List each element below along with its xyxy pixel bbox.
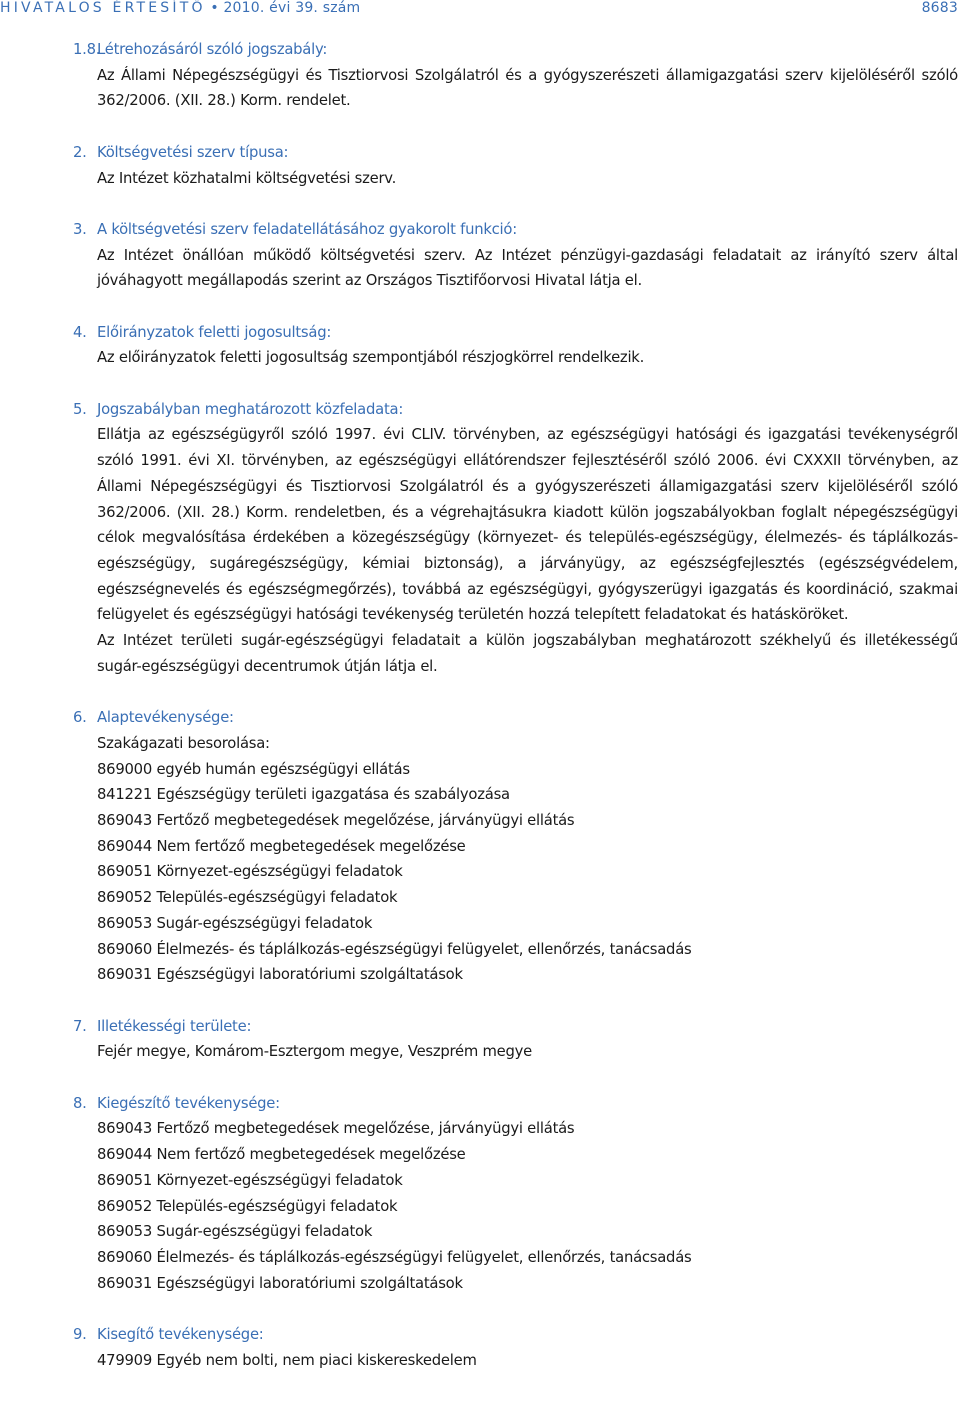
section-body: Fejér megye, Komárom-Esztergom megye, Veszprém megye [97,1043,533,1061]
section-number: 5. [73,400,87,418]
activity-line: 869031 Egészségügyi laboratóriumi szolgáltatások [97,1274,463,1292]
activity-line: 479909 Egyéb nem bolti, nem piaci kiskereskedelem [97,1351,477,1369]
section-body: Az Intézet önállóan működő költségvetési szerv. Az Intézet pénzügyi-gazdasági feladatait az irányító szerv által jóváhagyott megállapodás szerint az Országos Tisztifőorvosi Hivatal látja el. [97,246,958,290]
section-9 [73,1322,958,1373]
header-bullet: • [210,0,219,16]
activity-line: 869000 egyéb humán egészségügyi ellátás [97,760,410,778]
section-number: 3. [73,220,87,238]
section-2 [73,140,958,191]
activity-line: 869053 Sugár-egészségügyi feladatok [97,1223,373,1241]
page-header [0,0,960,18]
section-title: Kiegészítő tevékenysége: [97,1094,280,1112]
activity-line: 869031 Egészségügyi laboratóriumi szolgáltatások [97,966,463,984]
section-number: 4. [73,323,87,341]
section-title: Alaptevékenysége: [97,709,234,727]
header-left [0,0,360,16]
section-body: Az Állami Népegészségügyi és Tisztiorvosi Szolgálatról és a gyógyszerészeti államigazgatási szerv kijelöléséről szóló 362/2006. (XII. 28.) Korm. rendelet. [97,66,958,110]
section-body-continued: Az Intézet területi sugár-egészségügyi feladatait a külön jogszabályban meghatározott székhelyű és illetékességű sugár-egészségügyi decentrumok útján látja el. [97,632,958,675]
section-body: Az előirányzatok feletti jogosultság szempontjából részjogkörrel rendelkezik. [97,349,645,367]
section-5 [73,397,958,680]
section-3 [73,217,958,294]
section-1-8 [73,37,958,114]
section-7 [73,1014,958,1065]
activity-line: 869053 Sugár-egészségügyi feladatok [97,914,373,932]
section-number: 7. [73,1017,87,1035]
section-title: Előirányzatok feletti jogosultság: [97,323,332,341]
section-body: Ellátja az egészségügyről szóló 1997. évi CLIV. törvényben, az egészségügyi hatósági és igazgatási tevékenységről szóló 1991. évi XI. törvényben, az egészségügyi ellátórendszer fejlesztéséről szóló 2006. évi CXXXII törvényben, az Állami Népegészségügyi és Tisztiorvosi Szolgálatról és a gyógyszerészeti államigazgatási szerv kijelöléséről szóló 362/2006. (XII. 28.) Korm. rendeletben, és a végrehajtásukra kiadott külön jogszabályokban foglalt népegészségügyi célok megvalósítása érdekében a közegészségügy (környezet- és település-egészségügy, élelmezés- és táplálkozás-egészségügy, sugáregészségügy, kémiai biztonság), a járványügy, az egészségfejlesztés (egészségvédelem, egészségnevelés és egészségmegőrzés), továbbá az egészségügyi, gyógyszerügyi igazgatás és koordináció, szakmai felügyelet és egészségügyi hatósági tevékenység területén hozzá telepített feladatokat és hatásköröket. [97,426,958,624]
activity-line: 841221 Egészségügy területi igazgatása és szabályozása [97,786,510,804]
document-body [73,37,958,1399]
issue-info: 2010. évi 39. szám [223,0,361,16]
activity-line: 869052 Település-egészségügyi feladatok [97,889,398,907]
activity-line: 869060 Élelmezés- és táplálkozás-egészségügyi felügyelet, ellenőrzés, tanácsadás [97,940,692,958]
section-title: Költségvetési szerv típusa: [97,143,289,161]
section-title: A költségvetési szerv feladatellátásához gyakorolt funkció: [97,220,517,238]
activity-line: 869043 Fertőző megbetegedések megelőzése, járványügyi ellátás [97,812,575,830]
section-number: 1.8. [73,41,101,58]
section-4 [73,320,958,371]
page-number: 8683 [921,0,958,16]
section-title: Létrehozásáról szóló jogszabály: [97,41,328,58]
section-8 [73,1091,958,1297]
section-number: 2. [73,143,87,161]
activity-line: 869044 Nem fertőző megbetegedések megelőzése [97,1146,466,1164]
section-title: Illetékességi területe: [97,1017,252,1035]
section-title: Jogszabályban meghatározott közfeladata: [97,400,404,418]
activity-line: 869044 Nem fertőző megbetegedések megelőzése [97,837,466,855]
section-number: 9. [73,1326,87,1344]
activity-line: 869051 Környezet-egészségügyi feladatok [97,1171,403,1189]
section-subtitle: Szakágazati besorolása: [97,734,270,752]
journal-title: HIVATALOS ÉRTESÍTŐ [0,0,206,16]
activity-line: 869060 Élelmezés- és táplálkozás-egészségügyi felügyelet, ellenőrzés, tanácsadás [97,1248,692,1266]
section-6 [73,705,958,988]
activity-line: 869051 Környezet-egészségügyi feladatok [97,863,403,881]
section-title: Kisegítő tevékenysége: [97,1326,264,1344]
section-number: 6. [73,709,87,727]
section-body: Az Intézet közhatalmi költségvetési szerv. [97,169,397,187]
section-number: 8. [73,1094,87,1112]
activity-line: 869052 Település-egészségügyi feladatok [97,1197,398,1215]
activity-line: 869043 Fertőző megbetegedések megelőzése, járványügyi ellátás [97,1120,575,1138]
